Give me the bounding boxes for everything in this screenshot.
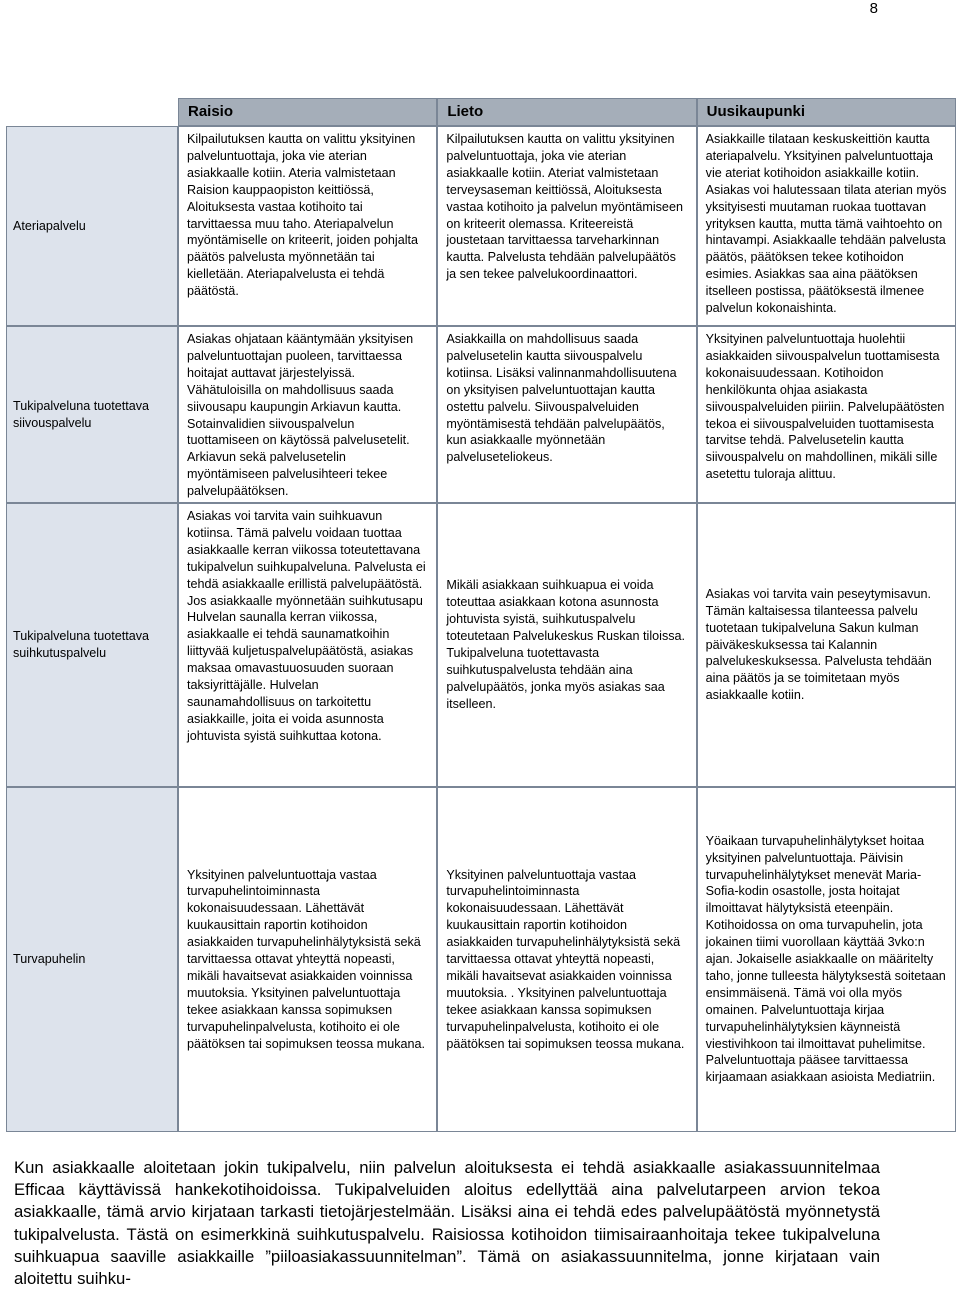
services-table [6,98,956,1120]
cell-raisio-turvapuhelin: Yksityinen palveluntuottaja vastaa turvapuhelintoiminnasta kokonaisuudessaan. Lähettävät kuukausittain raportin kotihoidon asiakkaiden turvapuhelinhälytyksistä sekä tarvittaessa ottavat yhteyttä nopeasti, mikäli havaitsevat asiakkaiden voinnissa muutoksia. Yksityinen palveluntuottaja tekee asiakkaan kanssa sopimuksen turvapuhelinpalvelusta, kotihoito ei ole päätöksen tai sopimuksen teossa mukana. [178,787,437,1132]
cell-lieto-suihkutuspalvelu: Mikäli asiakkaan suihkuapua ei voida toteuttaa asiakkaan kotona asunnosta johtuvista syistä, suihkutuspalvelu toteutetaan Palvelukeskus Ruskan tiloissa. Tukipalveluna tuotettavasta suihkutuspalvelusta tehdään aina palvelupäätös, jonka myös asiakas saa itselleen. [437,503,696,787]
cell-uusikaupunki-siivouspalvelu: Yksityinen palveluntuottaja huolehtii asiakkaiden siivouspalvelun tuottamisesta kokonaisuudessaan. Kotihoidon henkilökunta ohjaa asiakasta siivouspalveluiden piiriin. Palvelupäätösten tekoa ei siivouspalveluiden tuottamisesta tarvitse tehdä. Palvelusetelin kautta siivouspalvelu on mahdollinen, mikäli sille asetettu tuloraja alittuu. [697,326,956,503]
cell-uusikaupunki-turvapuhelin: Yöaikaan turvapuhelinhälytykset hoitaa yksityinen palveluntuottaja. Päivisin turvapuhelinhälytykset menevät Maria-Sofia-kodin osastolle, josta hoitajat ilmoittavat hälytyksistä eteenpäin. Kotihoidossa on oma turvapuhelin, jota jokainen tiimi vuorollaan käyttää 3vko:n ajan. Jokaiselle asiakkaalle on määritelty taho, jonne tulleesta hälytyksestä soitetaan ensimmäisenä. Tämä voi olla myös omainen. Palveluntuottaja kirjaa turvapuhelinhälytyksien käynneistä viestivihkoon tai ilmoittavat puhelimitse. Palveluntuottaja pääsee tarvittaessa kirjaamaan asiakkaan asioista Mediatriin. [697,787,956,1132]
cell-raisio-ateriapalvelu: Kilpailutuksen kautta on valittu yksityinen palveluntuottaja, joka vie aterian asiakkaalle kotiin. Ateria valmistetaan Raision kauppaopiston keittiössä, Aloituksesta vastaa kotihoito tai tarvittaessa muu taho. Ateriapalvelun myöntämiselle on kriteerit, joiden pohjalta päätös palvelusta myönnetään tai kielletään. Ateriapalvelusta ei tehdä päätöstä. [178,126,437,326]
table-corner [6,98,178,126]
body-paragraph: Kun asiakkaalle aloitetaan jokin tukipalvelu, niin palvelun aloituksesta ei tehdä asiakkaalle asiakassuunnitelmaa Efficaa käyttävissä hankekotihoidoissa. Tukipalveluiden aloitus edellyttää aina palvelutarpeen arvion tekoa asiakkaalle, tämä arvio kirjataan tarkasti tietojärjestelmään. Lisäksi aina ei tehdä edes palvelupäätöstä myönnetystä tukipalvelusta. Tästä on esimerkkinä suihkutuspalvelu. Raisiossa kotihoidon tiimisairaanhoitaja tekee tukipalveluna suihkuapua saaville asiakkaille ”piiloasiakassuunnitelman”. Tämä on asiakassuunnitelma, jonne kirjataan vain aloitettu suihku- [14,1158,880,1289]
page-number: 8 [869,0,878,17]
cell-lieto-ateriapalvelu: Kilpailutuksen kautta on valittu yksityinen palveluntuottaja, joka vie aterian asiakkaalle kotiin. Ateriat valmistetaan terveysaseman keittiössä, Aloituksesta vastaa kotihoito ja palvelun myöntämiseen on kriteerit olemassa. Kriteereistä joustetaan tarvittaessa tarveharkinnan kautta. Palvelusta tehdään palvelupäätös ja sen tekee palvelukoordinaattori. [437,126,696,326]
cell-lieto-turvapuhelin: Yksityinen palveluntuottaja vastaa turvapuhelintoiminnasta kokonaisuudessaan. Lähettävät kuukausittain raportin kotihoidon asiakkaiden turvapuhelinhälytyksistä sekä tarvittaessa ottavat yhteyttä nopeasti, mikäli havaitsevat asiakkaiden voinnissa muutoksia. . Yksityinen palveluntuottaja tekee asiakkaan kanssa sopimuksen turvapuhelinpalvelusta, kotihoito ei ole päätöksen tai sopimuksen teossa mukana. [437,787,696,1132]
cell-raisio-siivouspalvelu: Asiakas ohjataan kääntymään yksityisen palveluntuottajan puoleen, tarvittaessa hoitajat auttavat järjestelyissä. Vähätuloisilla on mahdollisuus saada siivousapu kaupungin Arkiavun kautta. Sotainvalidien siivouspalvelun tuottamiseen on käytössä palvelusetelit. Arkiavun sekä palvelusetelin myöntämiseen palvelusihteeri tekee palvelupäätöksen. [178,326,437,503]
row-label-siivouspalvelu: Tukipalveluna tuotettava siivouspalvelu [6,326,178,503]
cell-lieto-siivouspalvelu: Asiakkailla on mahdollisuus saada palvelusetelin kautta siivouspalvelu kotiinsa. Lisäksi valinnanmahdollisuutena on yksityisen palveluntuottajan kautta ostettu palvelu. Siivouspalveluiden myöntämisestä tehdään palvelupäätös, kun asiakkaalle myönnetään palveluseteliokeus. [437,326,696,503]
row-label-suihkutuspalvelu: Tukipalveluna tuotettava suihkutuspalvelu [6,503,178,787]
header-uusikaupunki: Uusikaupunki [697,98,956,126]
cell-raisio-suihkutuspalvelu: Asiakas voi tarvita vain suihkuavun kotiinsa. Tämä palvelu voidaan tuottaa asiakkaalle kerran viikossa toteutettavana tukipalvelun suihkupalveluna. Palvelusta ei tehdä asiakkaalle erillistä palvelupäätöstä. Jos asiakkaalle myönnetään suihkutusapu Hulvelan saunalla kerran viikossa, asiakkaalle ei tehdä saunamatkoihin liittyvää kuljetuspalvelupäätöstä, asiakas maksaa omavastuuosuuden suoraan taksiyrittäjälle. Hulvelan saunamahdollisuus on tarkoitettu asiakkaille, joita ei voida asunnosta johtuvista syistä suihkuttaa kotona. [178,503,437,787]
row-label-ateriapalvelu: Ateriapalvelu [6,126,178,326]
cell-uusikaupunki-suihkutuspalvelu: Asiakas voi tarvita vain peseytymisavun. Tämän kaltaisessa tilanteessa palvelu tuotetaan tukipalveluna Sakun kulman päiväkeskuksessa tai Kalannin palvelukeskuksessa. Palvelusta tehdään aina päätös ja se toimitetaan myös asiakkaalle kotiin. [697,503,956,787]
cell-uusikaupunki-ateriapalvelu: Asiakkaille tilataan keskuskeittiön kautta ateriapalvelu. Yksityinen palveluntuottaja vie ateriat kotihoidon asiakkaille kotiin. Asiakas voi halutessaan tilata aterian myös yksityisesti muutaman ruokaa tuottavan yrityksen kautta, mutta tämä vaihtoehto on hintavampi. Asiakkaalle tehdään palvelusta päätös, päätöksen tekee kotihoidon esimies. Asiakkas saa aina päätöksen itselleen postissa, päätöksestä ilmenee palvelun kokonaishinta. [697,126,956,326]
header-lieto: Lieto [437,98,696,126]
header-raisio: Raisio [178,98,437,126]
row-label-turvapuhelin: Turvapuhelin [6,787,178,1132]
